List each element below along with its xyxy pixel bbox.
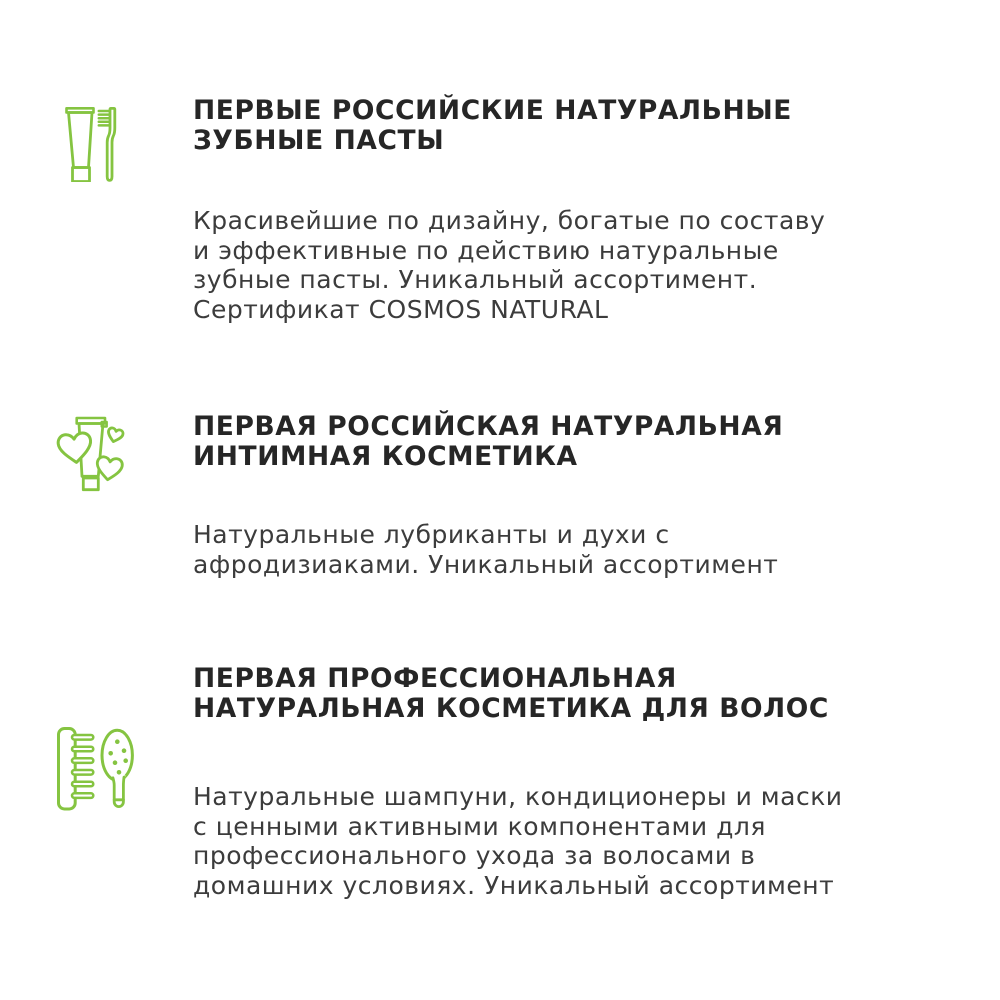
- title-line: ИНТИМНАЯ КОСМЕТИКА: [193, 441, 578, 472]
- body-line: и эффективные по действию натуральные: [193, 235, 779, 265]
- body-line: афродизиаками. Уникальный ассортимент: [193, 549, 779, 579]
- section-description-hair-cosmetics: [193, 782, 843, 900]
- title-line: ЗУБНЫЕ ПАСТЫ: [193, 125, 445, 156]
- section-title-hair-cosmetics: [193, 664, 829, 724]
- body-line: Сертификат COSMOS NATURAL: [193, 294, 609, 324]
- section-description-toothpastes: [193, 206, 825, 324]
- comb-and-hairbrush-icon: [57, 727, 135, 811]
- section-title-intimate-cosmetics: [193, 412, 783, 472]
- section-title-toothpastes: [193, 96, 792, 156]
- body-line: домашних условиях. Уникальный ассортимент: [193, 870, 835, 900]
- body-line: зубные пасты. Уникальный ассортимент.: [193, 265, 758, 294]
- title-line: НАТУРАЛЬНАЯ КОСМЕТИКА ДЛЯ ВОЛОС: [193, 693, 829, 724]
- toothpaste-tube-and-toothbrush-icon: [65, 104, 119, 182]
- title-line: ПЕРВЫЕ РОССИЙСКИЕ НАТУРАЛЬНЫЕ: [193, 95, 792, 126]
- section-description-intimate-cosmetics: [193, 520, 778, 579]
- title-line: ПЕРВАЯ ПРОФЕССИОНАЛЬНАЯ: [193, 663, 677, 694]
- body-line: профессионального ухода за волосами в: [193, 841, 756, 870]
- body-line: Натуральные шампуни, кондиционеры и маски: [193, 782, 843, 811]
- body-line: Красивейшие по дизайну, богатые по составу: [193, 206, 826, 235]
- title-line: ПЕРВАЯ РОССИЙСКАЯ НАТУРАЛЬНАЯ: [193, 411, 784, 442]
- cosmetic-tube-with-hearts-icon: [55, 416, 125, 492]
- body-line: Натуральные лубриканты и духи с: [193, 520, 670, 549]
- body-line: с ценными активными компонентами для: [193, 811, 766, 841]
